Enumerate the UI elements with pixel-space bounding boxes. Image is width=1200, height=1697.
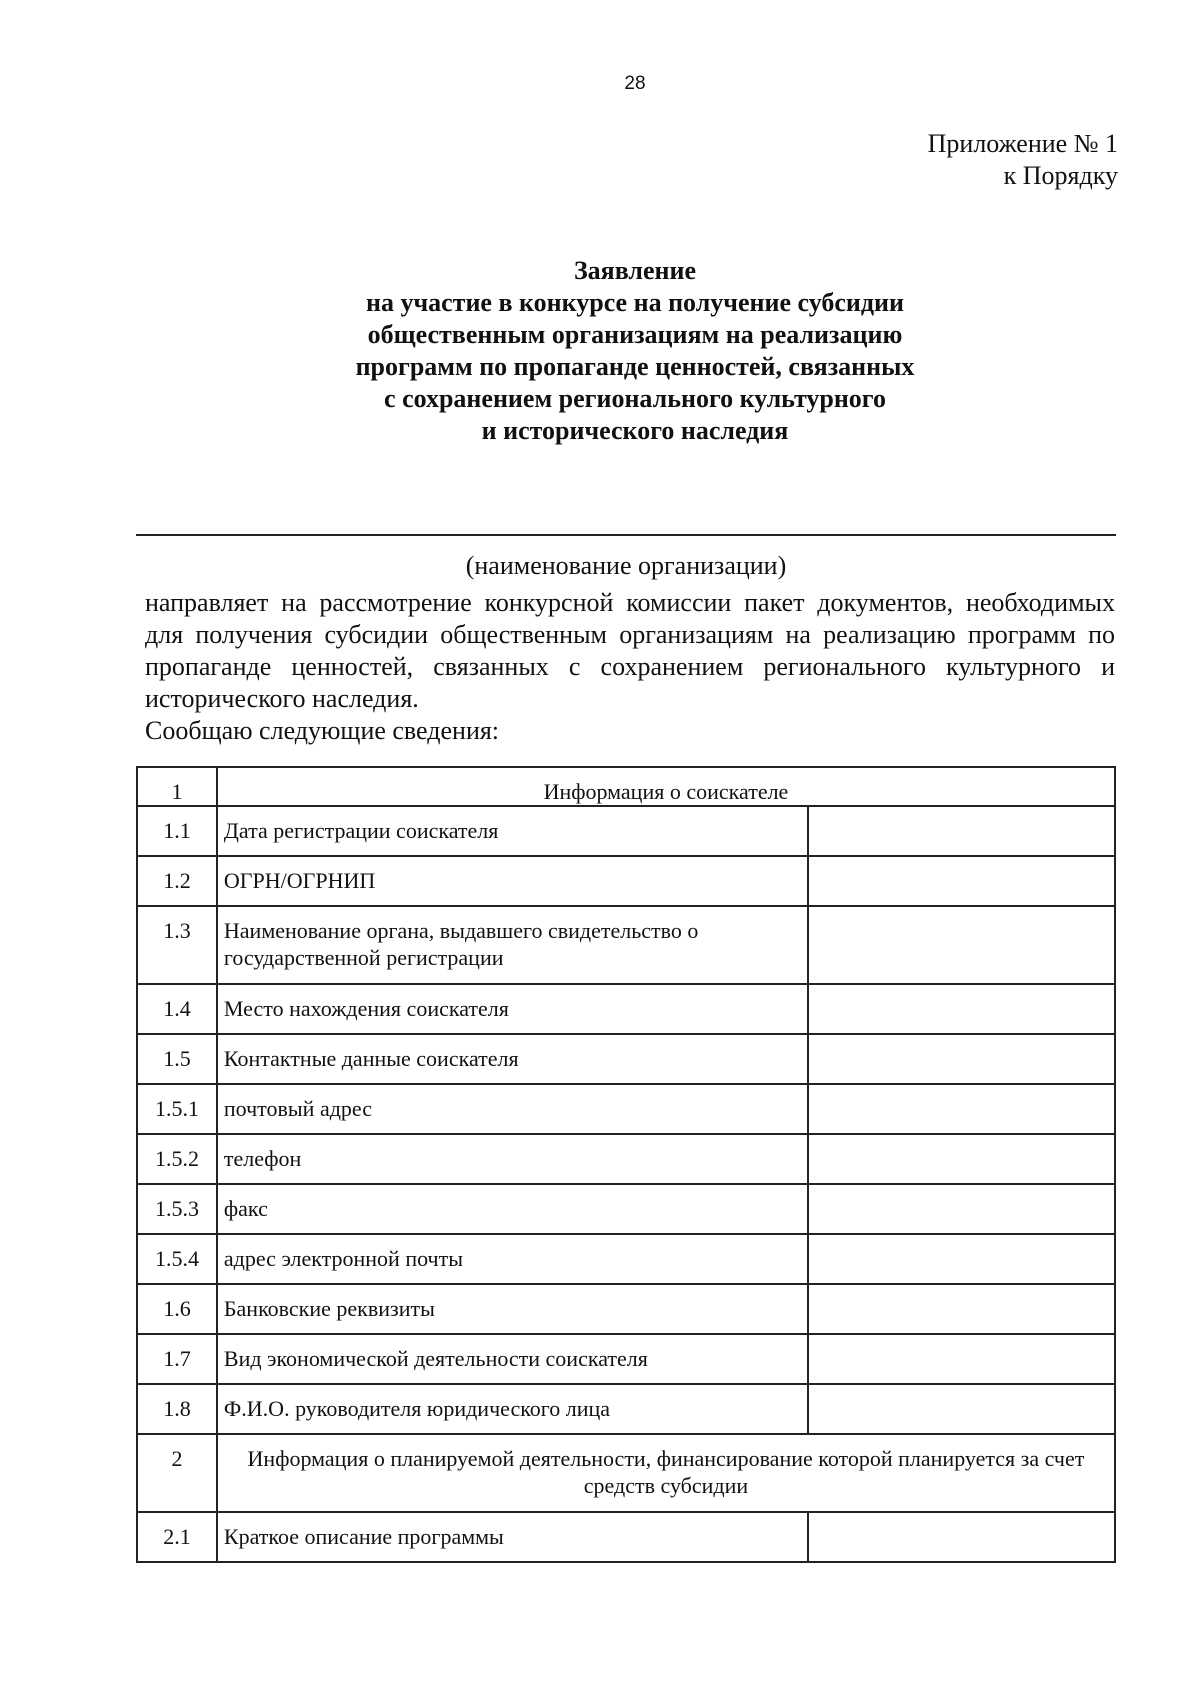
value-cell[interactable] — [808, 1234, 1115, 1284]
table-row — [137, 1512, 1115, 1562]
row-number: 1.5 — [137, 1034, 217, 1084]
value-cell[interactable] — [808, 1184, 1115, 1234]
row-number: 1.6 — [137, 1284, 217, 1334]
row-label: адрес электронной почты — [217, 1234, 808, 1284]
value-cell[interactable] — [808, 856, 1115, 906]
row-number: 1.4 — [137, 984, 217, 1034]
table-row — [137, 1384, 1115, 1434]
table-row — [137, 767, 1115, 806]
row-number: 1 — [137, 767, 217, 806]
row-label: Банковские реквизиты — [217, 1284, 808, 1334]
row-number: 1.8 — [137, 1384, 217, 1434]
value-cell[interactable] — [808, 1334, 1115, 1384]
table-row — [137, 1334, 1115, 1384]
title-line: Заявление — [573, 256, 697, 285]
row-label: почтовый адрес — [217, 1084, 808, 1134]
table-row — [137, 984, 1115, 1034]
row-number: 2.1 — [137, 1512, 217, 1562]
row-number: 1.5.3 — [137, 1184, 217, 1234]
value-cell[interactable] — [808, 906, 1115, 984]
row-label: Ф.И.О. руководителя юридического лица — [217, 1384, 808, 1434]
document-title — [0, 255, 1200, 447]
table-row — [137, 806, 1115, 856]
appendix-line-2: к Порядку — [1003, 161, 1118, 190]
row-label: Наименование органа, выдавшего свидетельство о государственной регистрации — [217, 906, 808, 984]
row-number: 1.5.1 — [137, 1084, 217, 1134]
row-label: телефон — [217, 1134, 808, 1184]
value-cell[interactable] — [808, 1284, 1115, 1334]
page-number: 28 — [624, 73, 646, 94]
title-line: и исторического наследия — [481, 416, 789, 445]
appendix-reference — [928, 128, 1118, 192]
organization-name-caption: (наименование организации) — [465, 551, 787, 580]
table-row — [137, 1034, 1115, 1084]
row-label: Контактные данные соискателя — [217, 1034, 808, 1084]
title-line: с сохранением регионального культурного — [384, 384, 886, 413]
section-heading: Информация о соискателе — [217, 767, 1115, 806]
row-label: Вид экономической деятельности соискателя — [217, 1334, 808, 1384]
row-number: 1.7 — [137, 1334, 217, 1384]
row-number: 1.1 — [137, 806, 217, 856]
intro-line: Сообщаю следующие сведения: — [145, 716, 500, 745]
row-label: Место нахождения соискателя — [217, 984, 808, 1034]
appendix-line-1: Приложение № 1 — [927, 129, 1118, 158]
row-label: ОГРН/ОГРНИП — [217, 856, 808, 906]
value-cell[interactable] — [808, 1084, 1115, 1134]
row-number: 2 — [137, 1434, 217, 1512]
value-cell[interactable] — [808, 806, 1115, 856]
table-row — [137, 1134, 1115, 1184]
row-number: 1.2 — [137, 856, 217, 906]
row-number: 1.5.2 — [137, 1134, 217, 1184]
row-label: Дата регистрации соискателя — [217, 806, 808, 856]
table-row — [137, 1234, 1115, 1284]
row-number: 1.3 — [137, 906, 217, 984]
table-row — [137, 1084, 1115, 1134]
title-line: общественным организациям на реализацию — [367, 320, 903, 349]
value-cell[interactable] — [808, 1134, 1115, 1184]
value-cell[interactable] — [808, 1512, 1115, 1562]
title-line: на участие в конкурсе на получение субсидии — [365, 288, 904, 317]
organization-name-field-line[interactable] — [136, 534, 1116, 536]
title-line: программ по пропаганде ценностей, связанных — [355, 352, 915, 381]
table-row — [137, 1284, 1115, 1334]
table-row — [137, 1184, 1115, 1234]
table-row — [137, 856, 1115, 906]
value-cell[interactable] — [808, 984, 1115, 1034]
applicant-info-table — [136, 766, 1116, 1563]
table-row — [137, 1434, 1115, 1512]
value-cell[interactable] — [808, 1034, 1115, 1084]
section-heading: Информация о планируемой деятельности, финансирование которой планируется за счет средств субсидии — [217, 1434, 1115, 1512]
row-number: 1.5.4 — [137, 1234, 217, 1284]
row-label: факс — [217, 1184, 808, 1234]
value-cell[interactable] — [808, 1384, 1115, 1434]
row-label: Краткое описание программы — [217, 1512, 808, 1562]
body-paragraph: направляет на рассмотрение конкурсной комиссии пакет документов, необходимых для получения субсидии общественным организациям на реализацию программ по пропаганде ценностей, связанных с сохранением регионального культурного и исторического наследия. — [145, 588, 1115, 713]
table-row — [137, 906, 1115, 984]
